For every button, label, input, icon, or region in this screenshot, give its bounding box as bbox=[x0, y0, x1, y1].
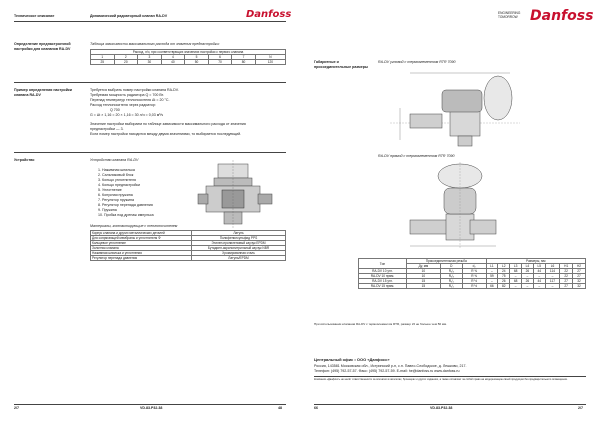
table-cell: R ⅜ bbox=[462, 269, 486, 274]
table-cell: 59 bbox=[486, 274, 498, 279]
table-cell: L2 bbox=[498, 264, 510, 269]
sec3-title: Устройство bbox=[14, 158, 35, 162]
valve-section-drawing bbox=[196, 160, 276, 230]
table-cell: – bbox=[486, 279, 498, 284]
table-cell: Для сопрягающей мембраны и уплотнителя Ф bbox=[91, 236, 192, 241]
materials-table bbox=[90, 230, 286, 261]
table-cell: Бутадиен-акрилонитрильный каучук NBR bbox=[192, 246, 286, 251]
th-type: Тип bbox=[359, 259, 407, 269]
straight-valve-drawing bbox=[390, 162, 530, 252]
danfoss-logo: Danfoss bbox=[246, 9, 292, 20]
table-cell: 32 bbox=[573, 279, 586, 284]
table-note: При использовании клапанов RA-DV с термоэлементом RTR, размер L5 не больше чем 56 мм. bbox=[314, 322, 447, 326]
drawing2-caption: RA-DV прямой с термоэлементом RTR 7090 bbox=[378, 154, 455, 158]
header-section: Техническое описание bbox=[14, 14, 55, 18]
table-cell: – bbox=[510, 284, 522, 289]
table-cell: R₁⁄₂ bbox=[440, 279, 462, 284]
table-cell: D bbox=[440, 264, 462, 269]
table-cell: 27 bbox=[560, 279, 573, 284]
part-item: 6. Конусная пружина bbox=[98, 193, 133, 197]
part-item: 3. Кольцо уплотнителя bbox=[98, 178, 136, 182]
table-cell: 6 bbox=[208, 55, 232, 60]
th-conn: Присоединительная резьба bbox=[406, 259, 486, 264]
table-cell: 27 bbox=[560, 284, 573, 289]
table-cell: 117 bbox=[545, 279, 560, 284]
table-cell: – bbox=[510, 274, 522, 279]
table-cell: Ду, мм bbox=[406, 264, 440, 269]
table-cell: Хромированная сталь bbox=[192, 251, 286, 256]
table-cell: Корпус клапана и других металлических деталей bbox=[91, 231, 192, 236]
table-cell: H1 bbox=[560, 264, 573, 269]
section-rule bbox=[314, 376, 586, 377]
sec2-line: преднастройки — 3. bbox=[90, 127, 124, 131]
table-cell: – bbox=[533, 274, 545, 279]
part-item: 4. Кольцо преднастройки bbox=[98, 183, 140, 187]
table-cell: 25 bbox=[91, 60, 115, 65]
table-cell: 26 bbox=[498, 279, 510, 284]
table-cell: 2 bbox=[114, 55, 138, 60]
table-cell: 40 bbox=[161, 60, 185, 65]
table-cell: RA-DV 15 угл. bbox=[359, 279, 407, 284]
th-dims: Размеры, мм bbox=[486, 259, 585, 264]
section-rule bbox=[14, 82, 286, 83]
brand-tag-1: ENGINEERING bbox=[498, 11, 521, 15]
footer-code: VD.83.P32.38 bbox=[140, 406, 163, 410]
table-cell: 1 bbox=[91, 55, 115, 60]
part-item: 10. Пробка под дренаж импульса bbox=[98, 213, 154, 217]
disclaimer: Компания «Данфосс» не несёт ответственности за опечатки в каталогах, брошюрах и других изданиях, а также оставляет за собой право на модернизацию своей продукции без предварительного оповещения. bbox=[314, 378, 568, 381]
table-cell: Латунь/EPDM bbox=[192, 256, 286, 261]
part-item: 5. Уплотнение bbox=[98, 188, 122, 192]
table-cell: Латунь bbox=[192, 231, 286, 236]
table-cell: 22 bbox=[560, 274, 573, 279]
table-cell: 15 bbox=[406, 284, 440, 289]
sec2-line: Если номер настройки находится между двумя значениями, то выбирается последующий. bbox=[90, 132, 242, 136]
footer-page-right: 48 bbox=[278, 406, 282, 410]
header-rule bbox=[14, 21, 286, 22]
table-cell: 24 bbox=[498, 269, 510, 274]
danfoss-logo: Danfoss bbox=[530, 8, 594, 24]
table-cell: Золотник клапана bbox=[91, 246, 192, 251]
table-cell: 44 bbox=[533, 279, 545, 284]
table-cell: 75 bbox=[498, 274, 510, 279]
table-cell: Этилен-пропиленовый каучук EPDM bbox=[192, 241, 286, 246]
table-cell: 26 bbox=[522, 279, 534, 284]
table-cell: 3 bbox=[138, 55, 162, 60]
table-cell: L3 bbox=[510, 264, 522, 269]
table-cell: 120 bbox=[255, 60, 285, 65]
footer-rule bbox=[14, 404, 286, 405]
table-cell: 68 bbox=[510, 279, 522, 284]
table-cell: Нажимная шпилька и уплотнения bbox=[91, 251, 192, 256]
table-cell: 20 bbox=[114, 60, 138, 65]
table-cell: 27 bbox=[573, 274, 586, 279]
table-cell: 5 bbox=[185, 55, 209, 60]
table-cell: L5 bbox=[533, 264, 545, 269]
section-rule bbox=[14, 152, 286, 153]
office-address: Россия, 143581 Московская обл., Истринский р-н, с.п. Павло-Слободское, д. Лешково, 217. bbox=[314, 364, 467, 368]
table-cell: RA-DV 15 прям. bbox=[359, 284, 407, 289]
table-cell: H2 bbox=[573, 264, 586, 269]
office-title: Центральный офис • ООО «Данфосс» bbox=[314, 357, 390, 362]
table-cell: – bbox=[533, 284, 545, 289]
footer-page-right: 2/7 bbox=[578, 406, 583, 410]
table-cell: 15 bbox=[406, 279, 440, 284]
footer-page-left: 2/7 bbox=[14, 406, 19, 410]
dimensions-table bbox=[358, 258, 586, 289]
table-cell: d₂ bbox=[462, 264, 486, 269]
table-cell: – bbox=[522, 274, 534, 279]
presetting-table bbox=[90, 49, 286, 65]
table-cell: 66 bbox=[486, 284, 498, 289]
part-item: 8. Регулятор перепада давления bbox=[98, 203, 153, 207]
presetting-table-head: Расход, л/ч, при соответствующих значениях настройки с первого клапана bbox=[91, 50, 286, 55]
table-cell: R₁⁄₈ bbox=[440, 269, 462, 274]
drawing1-caption: RA-DV угловой с термоэлементом RTR 7090 bbox=[378, 60, 456, 64]
table-cell: 10 bbox=[406, 274, 440, 279]
sec1-title: Определение преднастроечной настройки для клапанов RA-DV bbox=[14, 42, 71, 51]
table-cell: 22 bbox=[560, 269, 573, 274]
table-cell: 4 bbox=[161, 55, 185, 60]
sec1-caption: Таблица зависимости максимального расхода от значения преднастройки: bbox=[90, 42, 220, 46]
table-cell: Полифенилсульфид PPS bbox=[192, 236, 286, 241]
table-cell: RA-DV 10 угл. bbox=[359, 269, 407, 274]
brand-tag-2: TOMORROW bbox=[498, 15, 518, 19]
footer-page-left: 66 bbox=[314, 406, 318, 410]
sec2-line: Требуемая мощность радиатора Q = 700 Вт. bbox=[90, 93, 164, 97]
table-cell: N bbox=[255, 55, 285, 60]
sec2-title: Пример определения настройки клапана RA-DV bbox=[14, 88, 72, 97]
table-cell: R ½ bbox=[462, 279, 486, 284]
table-cell: R₁⁄₂ bbox=[440, 284, 462, 289]
office-contacts: Телефон: (495) 792-57-57. Факс: (495) 792-57-59. E-mail: he@danfoss.ru www.danfoss.ru bbox=[314, 369, 460, 373]
table-cell: – bbox=[486, 269, 498, 274]
sec3-subtitle: Устройство клапана RA-DV bbox=[90, 158, 139, 162]
table-cell: R ½ bbox=[462, 284, 486, 289]
part-item: 1. Нажимная шпилька bbox=[98, 168, 135, 172]
materials-caption: Материалы, контактирующие с теплоносителем bbox=[90, 224, 178, 228]
table-cell: R₁⁄₈ bbox=[440, 274, 462, 279]
part-item: 2. Сальниковый блок bbox=[98, 173, 134, 177]
table-cell: L4 bbox=[522, 264, 534, 269]
sec2-line: Требуется выбрать номер настройки клапана RA-DV. bbox=[90, 88, 179, 92]
part-item: 7. Регулятор пружина bbox=[98, 198, 135, 202]
table-cell: 44 bbox=[533, 269, 545, 274]
table-cell: L6 bbox=[545, 264, 560, 269]
header-title: Динамический радиаторный клапан RA-DV bbox=[90, 14, 168, 18]
table-cell: L1 bbox=[486, 264, 498, 269]
sec2-line: Q 700 bbox=[110, 108, 120, 112]
right-page bbox=[300, 0, 600, 424]
table-cell: 80 bbox=[232, 60, 256, 65]
table-cell: 27 bbox=[573, 269, 586, 274]
part-item: 9. Пружина bbox=[98, 208, 117, 212]
table-cell: Кольцевое уплотнение bbox=[91, 241, 192, 246]
table-cell: 30 bbox=[138, 60, 162, 65]
table-cell: 70 bbox=[208, 60, 232, 65]
table-cell: 7 bbox=[232, 55, 256, 60]
table-cell: – bbox=[545, 284, 560, 289]
table-cell: – bbox=[522, 284, 534, 289]
table-cell: 26 bbox=[522, 269, 534, 274]
footer-code: VD.83.P32.38 bbox=[430, 406, 453, 410]
table-cell: R ⅜ bbox=[462, 274, 486, 279]
table-cell: Регулятор перепада давления bbox=[91, 256, 192, 261]
table-cell: – bbox=[545, 274, 560, 279]
table-cell: RA-DV 10 прям. bbox=[359, 274, 407, 279]
angle-valve-drawing bbox=[390, 68, 530, 148]
table-cell: 32 bbox=[573, 284, 586, 289]
footer-rule bbox=[314, 404, 586, 405]
sec2-line: Перепад температур теплоносителя Δt = 20 °С. bbox=[90, 98, 170, 102]
table-cell: 68 bbox=[510, 269, 522, 274]
table-cell: 82 bbox=[498, 284, 510, 289]
sec2-formula: G = Δt × 1,16 = 20 × 1,16 = 30 л/ч = 0,03 м³/ч bbox=[90, 113, 164, 117]
table-cell: 10 bbox=[406, 269, 440, 274]
sec2-line: Значение настройки выбираем по таблице зависимости максимального расхода от значения bbox=[90, 122, 246, 126]
table-cell: 114 bbox=[545, 269, 560, 274]
table-cell: 50 bbox=[185, 60, 209, 65]
sec2-line: Расход теплоносителя через радиатор: bbox=[90, 103, 156, 107]
dims-title: Габаритные и присоединительные размеры bbox=[314, 60, 368, 69]
